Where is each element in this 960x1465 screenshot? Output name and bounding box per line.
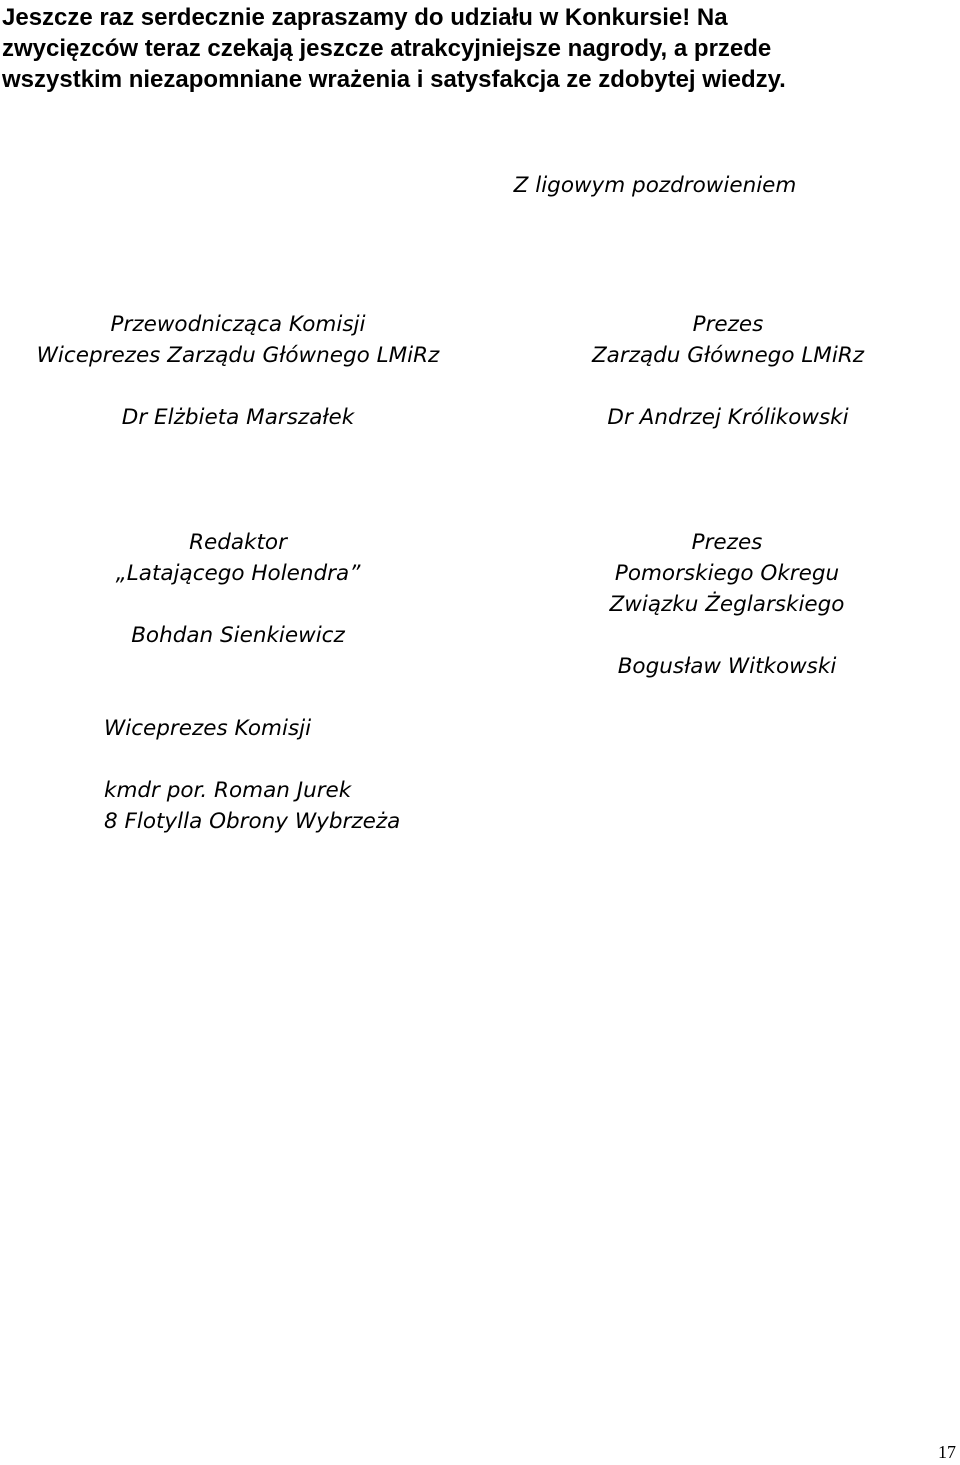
- signature-block-sienkiewicz: [116, 527, 361, 651]
- page-number: 17: [938, 1442, 956, 1462]
- signature-block-jurek: [104, 713, 400, 837]
- signatory-role: Wiceprezes Komisji: [104, 716, 312, 741]
- signatory-role: Związku Żeglarskiego: [609, 592, 845, 617]
- signatory-role: Przewodnicząca Komisji: [110, 312, 366, 337]
- signature-block-marszalek: [37, 309, 440, 433]
- signatory-name: Bogusław Witkowski: [617, 654, 837, 679]
- greeting: Z ligowym pozdrowieniem: [513, 173, 797, 198]
- intro-line: Jeszcze raz serdecznie zapraszamy do udziału w Konkursie! Na: [2, 4, 728, 31]
- signatory-name: Dr Andrzej Królikowski: [607, 405, 849, 430]
- signatory-unit: 8 Flotylla Obrony Wybrzeża: [104, 809, 401, 834]
- signatory-role: Pomorskiego Okregu: [614, 561, 840, 586]
- signatory-name: kmdr por. Roman Jurek: [104, 778, 352, 803]
- signatory-name: Dr Elżbieta Marszałek: [121, 405, 355, 430]
- intro-line: zwycięzców teraz czekają jeszcze atrakcyjniejsze nagrody, a przede: [2, 35, 772, 62]
- signatory-name: Bohdan Sienkiewicz: [131, 623, 345, 648]
- signatory-role: Prezes: [691, 530, 763, 555]
- intro-paragraph: [2, 2, 952, 95]
- signature-block-krolikowski: [592, 309, 864, 433]
- signatory-role: Wiceprezes Zarządu Głównego LMiRz: [36, 343, 440, 368]
- intro-line: wszystkim niezapomniane wrażenia i satysfakcja ze zdobytej wiedzy.: [2, 66, 786, 93]
- signatory-role: Zarządu Głównego LMiRz: [591, 343, 865, 368]
- signatory-role: „Latającego Holendra”: [115, 561, 361, 586]
- signature-block-witkowski: [610, 527, 845, 682]
- signatory-role: Prezes: [692, 312, 764, 337]
- signatory-role: Redaktor: [189, 530, 287, 555]
